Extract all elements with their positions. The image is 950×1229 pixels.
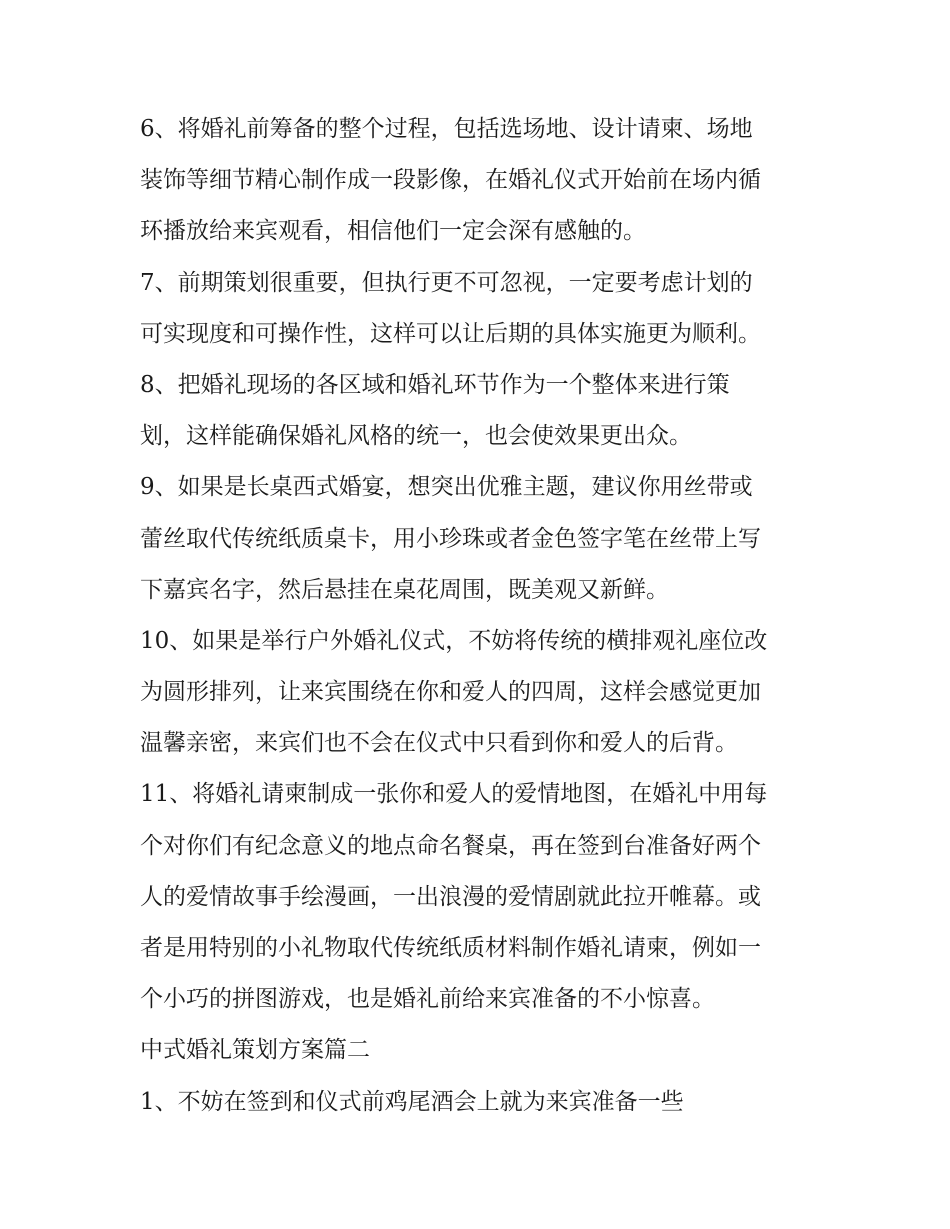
text-line: 者是用特别的小礼物取代传统纸质材料制作婚礼请柬，例如一 xyxy=(140,935,761,961)
text-line: 9、如果是长桌西式婚宴，想突出优雅主题，建议你用丝带或 xyxy=(140,474,753,501)
text-line: 11、将婚礼请柬制成一张你和爱人的爱情地图，在婚礼中用每 xyxy=(140,781,768,808)
text-line: 8、把婚礼现场的各区域和婚礼环节作为一个整体来进行策 xyxy=(140,371,730,398)
paragraph-11 xyxy=(140,769,830,1025)
text-line: 1、不妨在签到和仪式前鸡尾酒会上就为来宾准备一些 xyxy=(140,1088,684,1115)
section-heading xyxy=(140,1025,830,1076)
document-body xyxy=(140,104,830,1128)
text-line: 人的爱情故事手绘漫画，一出浪漫的爱情剧就此拉开帷幕。或 xyxy=(140,883,761,910)
text-line: 个对你们有纪念意义的地点命名餐桌，再在签到台准备好两个 xyxy=(140,832,761,859)
paragraph-9 xyxy=(140,462,830,616)
text-line: 装饰等细节精心制作成一段影像，在婚礼仪式开始前在场内循 xyxy=(140,167,761,194)
text-line: 个小巧的拼图游戏，也是婚礼前给来宾准备的不小惊喜。 xyxy=(140,986,715,1013)
text-line: 7、前期策划很重要，但执行更不可忽视，一定要考虑计划的 xyxy=(140,269,753,296)
text-line: 温馨亲密，来宾们也不会在仪式中只看到你和爱人的后背。 xyxy=(140,730,738,757)
text-line: 6、将婚礼前筹备的整个过程，包括选场地、设计请柬、场地 xyxy=(140,116,753,142)
paragraph-8 xyxy=(140,360,830,462)
text-line: 下嘉宾名字，然后悬挂在桌花周围，既美观又新鲜。 xyxy=(140,576,669,603)
paragraph-1 xyxy=(140,1077,830,1128)
text-line: 划，这样能确保婚礼风格的统一，也会使效果更出众。 xyxy=(140,423,692,450)
paragraph-10 xyxy=(140,616,830,770)
paragraph-6 xyxy=(140,104,830,258)
paragraph-7 xyxy=(140,258,830,360)
text-line: 10、如果是举行户外婚礼仪式，不妨将传统的横排观礼座位改 xyxy=(140,627,768,654)
text-line: 蕾丝取代传统纸质桌卡，用小珍珠或者金色签字笔在丝带上写 xyxy=(140,525,761,552)
text-line: 环播放给来宾观看，相信他们一定会深有感触的。 xyxy=(140,218,646,245)
text-line: 为圆形排列，让来宾围绕在你和爱人的四周，这样会感觉更加 xyxy=(140,679,761,706)
text-line: 中式婚礼策划方案篇二 xyxy=(140,1037,370,1064)
text-line: 可实现度和可操作性，这样可以让后期的具体实施更为顺利。 xyxy=(140,320,761,347)
